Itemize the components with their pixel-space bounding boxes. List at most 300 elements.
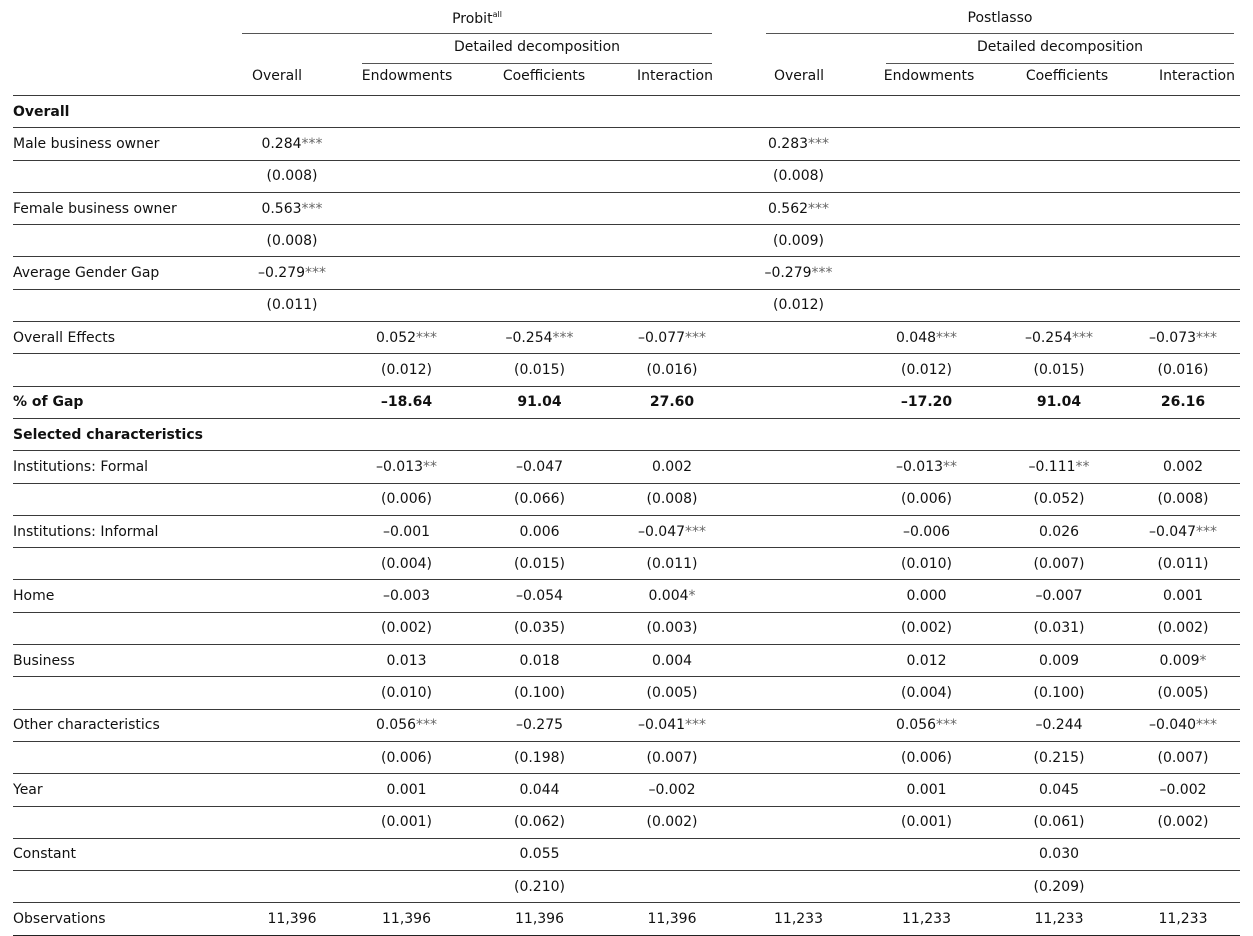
table-cell: (0.003) <box>608 612 736 644</box>
significance-stars: *** <box>685 717 707 734</box>
table-cell: –0.054 <box>471 580 608 612</box>
table-cell: 0.018 <box>471 645 608 677</box>
table-row <box>13 515 1240 547</box>
col-header-endowments-postlasso: Endowments <box>883 68 975 84</box>
table-header <box>0 0 1253 95</box>
table-cell <box>1126 289 1240 321</box>
table-cell <box>242 741 342 773</box>
cell-value: –0.013 <box>895 458 944 475</box>
significance-stars: * <box>688 588 696 605</box>
cell-value: 0.052 <box>375 329 417 346</box>
row-label: Home <box>13 580 242 612</box>
table-cell <box>736 483 861 515</box>
table-cell <box>342 257 471 289</box>
table-cell: –0.002 <box>608 774 736 806</box>
table-cell: (0.002) <box>1126 806 1240 838</box>
table-row <box>13 838 1240 870</box>
table-cell <box>471 289 608 321</box>
table-cell: (0.006) <box>861 741 992 773</box>
table-cell: –0.047 <box>471 451 608 483</box>
section-heading: Selected characteristics <box>13 418 242 450</box>
table-cell: 0.055 <box>471 838 608 870</box>
cell-value: 0.004 <box>648 588 689 605</box>
table-cell <box>608 160 736 192</box>
table-row-stderr <box>13 289 1240 321</box>
cell-value: 0.562 <box>767 200 809 217</box>
table-row <box>13 774 1240 806</box>
row-label <box>13 354 242 386</box>
table-cell <box>342 128 471 160</box>
detailed-decomposition-left: Detailed decomposition <box>453 39 621 55</box>
significance-stars: *** <box>685 523 707 540</box>
table-cell <box>471 257 608 289</box>
table-cell: (0.215) <box>992 741 1126 773</box>
table-cell <box>242 128 342 160</box>
table-cell: –0.001 <box>342 515 471 547</box>
table-cell: (0.008) <box>242 160 342 192</box>
table-cell <box>992 257 1126 289</box>
table-cell: –0.007 <box>992 580 1126 612</box>
cell-value: –0.111 <box>1028 458 1076 475</box>
table-cell: (0.100) <box>471 677 608 709</box>
row-label <box>13 612 242 644</box>
row-label: Institutions: Informal <box>13 515 242 547</box>
table-row-stderr <box>13 677 1240 709</box>
table-cell: (0.005) <box>608 677 736 709</box>
cell-value: 0.048 <box>895 329 937 346</box>
table-row-stderr <box>13 612 1240 644</box>
table-cell: 0.013 <box>342 645 471 677</box>
table-cell <box>242 580 342 612</box>
table-cell: (0.006) <box>342 483 471 515</box>
table-row-stderr <box>13 548 1240 580</box>
row-label: Institutions: Formal <box>13 451 242 483</box>
table-cell <box>242 257 342 289</box>
detailed-rule-left <box>362 63 712 64</box>
table-cell: 0.026 <box>992 515 1126 547</box>
table-cell <box>608 871 736 903</box>
significance-stars: *** <box>416 329 438 346</box>
table-row-stderr <box>13 354 1240 386</box>
row-label: Business <box>13 645 242 677</box>
table-cell <box>342 225 471 257</box>
col-header-coefficients-postlasso: Coefficients <box>1025 68 1109 84</box>
table-row <box>13 257 1240 289</box>
table-cell <box>1126 322 1240 354</box>
table-cell <box>861 871 992 903</box>
table-cell: 0.001 <box>1126 580 1240 612</box>
table-cell: 0.000 <box>861 580 992 612</box>
table-cell <box>242 515 342 547</box>
table-cell: (0.011) <box>1126 548 1240 580</box>
row-label <box>13 160 242 192</box>
row-label <box>13 806 242 838</box>
row-label: Female business owner <box>13 192 242 224</box>
table-cell <box>736 871 861 903</box>
cell-value: 0.283 <box>767 135 809 152</box>
row-label: Overall Effects <box>13 322 242 354</box>
table-cell: 11,233 <box>861 903 992 935</box>
table-cell <box>471 160 608 192</box>
table-cell: 11,233 <box>736 903 861 935</box>
table-cell: 0.002 <box>608 451 736 483</box>
row-label <box>13 548 242 580</box>
table-cell <box>242 418 342 450</box>
table-cell: (0.004) <box>861 677 992 709</box>
row-label: Constant <box>13 838 242 870</box>
table-cell <box>736 386 861 418</box>
table-cell <box>342 160 471 192</box>
table-cell: (0.011) <box>242 289 342 321</box>
table-cell: (0.007) <box>1126 741 1240 773</box>
table-cell <box>242 806 342 838</box>
table-cell <box>1126 192 1240 224</box>
table-cell <box>242 192 342 224</box>
table-cell: (0.002) <box>861 612 992 644</box>
table-cell: (0.001) <box>861 806 992 838</box>
table-row-stderr <box>13 225 1240 257</box>
table-cell <box>608 257 736 289</box>
table-cell: 0.030 <box>992 838 1126 870</box>
significance-stars: ** <box>1075 458 1090 475</box>
table-cell <box>1126 128 1240 160</box>
table-cell <box>736 548 861 580</box>
table-cell <box>861 709 992 741</box>
row-label <box>13 871 242 903</box>
row-label: Male business owner <box>13 128 242 160</box>
table-cell <box>342 709 471 741</box>
table-cell: (0.198) <box>471 741 608 773</box>
table-cell <box>861 322 992 354</box>
table-cell: 0.002 <box>1126 451 1240 483</box>
table-row <box>13 645 1240 677</box>
table-cell <box>342 871 471 903</box>
table-cell <box>861 418 992 450</box>
table-cell <box>1126 871 1240 903</box>
table-cell <box>992 322 1126 354</box>
table-cell <box>471 96 608 128</box>
cell-value: 0.009 <box>1159 652 1200 669</box>
row-label: Average Gender Gap <box>13 257 242 289</box>
table-cell <box>608 709 736 741</box>
table-cell <box>608 128 736 160</box>
table-cell <box>992 451 1126 483</box>
table-cell <box>992 128 1126 160</box>
table-cell: –0.275 <box>471 709 608 741</box>
table-cell <box>608 289 736 321</box>
table-cell: (0.006) <box>342 741 471 773</box>
probit-rule <box>242 33 712 34</box>
row-label: Observations <box>13 903 242 935</box>
table-cell <box>342 322 471 354</box>
table-cell <box>1126 418 1240 450</box>
table-cell <box>992 225 1126 257</box>
col-header-overall-probit: Overall <box>251 68 303 84</box>
table-cell: (0.009) <box>736 225 861 257</box>
cell-value: –0.254 <box>505 329 553 346</box>
table-cell <box>736 612 861 644</box>
table-cell <box>471 322 608 354</box>
table-cell: (0.011) <box>608 548 736 580</box>
significance-stars: *** <box>808 200 830 217</box>
table-row <box>13 451 1240 483</box>
table-cell: 0.001 <box>861 774 992 806</box>
table-cell <box>1126 515 1240 547</box>
table-cell <box>861 451 992 483</box>
table-cell <box>471 225 608 257</box>
table-cell <box>242 645 342 677</box>
table-cell: (0.016) <box>1126 354 1240 386</box>
table-cell: (0.006) <box>861 483 992 515</box>
table-cell: (0.002) <box>608 806 736 838</box>
table-cell <box>608 838 736 870</box>
table-cell: (0.062) <box>471 806 608 838</box>
table-cell <box>242 774 342 806</box>
table-cell: 0.004 <box>608 645 736 677</box>
table-cell <box>1126 96 1240 128</box>
table-cell: 11,233 <box>1126 903 1240 935</box>
group-header-postlasso: Postlasso <box>967 10 1033 26</box>
table-cell <box>736 515 861 547</box>
table-cell <box>342 192 471 224</box>
table-cell <box>992 192 1126 224</box>
detailed-decomposition-right: Detailed decomposition <box>976 39 1144 55</box>
table-cell <box>1126 645 1240 677</box>
cell-value: –0.041 <box>637 717 686 734</box>
table-cell <box>1126 225 1240 257</box>
significance-stars: *** <box>1196 523 1218 540</box>
table-cell <box>736 418 861 450</box>
row-label: Year <box>13 774 242 806</box>
significance-stars: *** <box>301 200 323 217</box>
table-cell <box>242 386 342 418</box>
table-cell <box>736 677 861 709</box>
table-cell <box>242 871 342 903</box>
table-row <box>13 418 1240 450</box>
results-table-body <box>13 96 1240 936</box>
table-row <box>13 322 1240 354</box>
table-cell: (0.012) <box>342 354 471 386</box>
table-cell <box>242 451 342 483</box>
table-row-stderr <box>13 160 1240 192</box>
significance-stars: ** <box>423 458 438 475</box>
table-cell <box>608 322 736 354</box>
table-cell: 0.006 <box>471 515 608 547</box>
table-cell: 0.001 <box>342 774 471 806</box>
table-cell <box>992 289 1126 321</box>
col-header-interaction-probit: Interaction <box>637 68 713 84</box>
table-cell <box>736 451 861 483</box>
table-cell <box>736 192 861 224</box>
detailed-rule-right <box>886 63 1234 64</box>
table-cell: (0.210) <box>471 871 608 903</box>
table-cell: 26.16 <box>1126 386 1240 418</box>
cell-value: –0.047 <box>1148 523 1197 540</box>
table-cell <box>992 160 1126 192</box>
cell-value: –0.279 <box>257 265 306 282</box>
table-row <box>13 580 1240 612</box>
cell-value: 0.563 <box>261 200 302 217</box>
table-row <box>13 709 1240 741</box>
col-header-coefficients-probit: Coefficients <box>502 68 586 84</box>
table-cell: (0.008) <box>242 225 342 257</box>
results-table <box>13 95 1240 936</box>
table-cell: (0.015) <box>471 354 608 386</box>
table-cell <box>1126 709 1240 741</box>
cell-value: 0.056 <box>375 717 417 734</box>
table-cell: –0.003 <box>342 580 471 612</box>
table-cell: (0.002) <box>342 612 471 644</box>
table-cell <box>736 838 861 870</box>
col-header-overall-postlasso: Overall <box>773 68 825 84</box>
table-cell <box>1126 257 1240 289</box>
table-cell: 0.012 <box>861 645 992 677</box>
table-cell: (0.010) <box>861 548 992 580</box>
col-header-interaction-postlasso: Interaction <box>1159 68 1235 84</box>
table-cell: 91.04 <box>471 386 608 418</box>
table-cell <box>861 838 992 870</box>
table-cell: (0.012) <box>736 289 861 321</box>
table-cell <box>992 418 1126 450</box>
table-cell <box>736 645 861 677</box>
table-cell: 11,233 <box>992 903 1126 935</box>
table-cell <box>342 289 471 321</box>
table-cell <box>736 354 861 386</box>
group-header-probit-text: Probit <box>452 11 493 27</box>
significance-stars: *** <box>305 265 327 282</box>
table-cell <box>242 548 342 580</box>
table-cell: (0.209) <box>992 871 1126 903</box>
table-row <box>13 128 1240 160</box>
table-cell <box>242 322 342 354</box>
table-cell <box>861 128 992 160</box>
table-cell <box>861 160 992 192</box>
significance-stars: *** <box>685 329 707 346</box>
table-cell: (0.012) <box>861 354 992 386</box>
table-cell <box>736 322 861 354</box>
table-cell: 27.60 <box>608 386 736 418</box>
table-cell <box>608 192 736 224</box>
cell-value: 0.284 <box>261 135 302 152</box>
table-cell <box>342 838 471 870</box>
table-cell: (0.015) <box>992 354 1126 386</box>
table-cell: (0.010) <box>342 677 471 709</box>
group-header-probit-superscript: all <box>492 10 502 19</box>
table-cell <box>242 709 342 741</box>
table-cell: (0.002) <box>1126 612 1240 644</box>
table-cell: (0.100) <box>992 677 1126 709</box>
significance-stars: *** <box>936 717 958 734</box>
table-cell: 11,396 <box>342 903 471 935</box>
table-cell <box>342 418 471 450</box>
cell-value: –0.073 <box>1148 329 1197 346</box>
table-cell <box>471 192 608 224</box>
table-cell <box>861 257 992 289</box>
table-cell <box>861 192 992 224</box>
significance-stars: *** <box>811 265 833 282</box>
table-cell: 11,396 <box>471 903 608 935</box>
table-cell <box>242 96 342 128</box>
table-cell: –17.20 <box>861 386 992 418</box>
significance-stars: *** <box>936 329 958 346</box>
table-cell <box>242 677 342 709</box>
table-cell <box>736 257 861 289</box>
row-label <box>13 225 242 257</box>
table-cell: (0.008) <box>736 160 861 192</box>
table-cell: (0.052) <box>992 483 1126 515</box>
row-label <box>13 741 242 773</box>
table-cell: –18.64 <box>342 386 471 418</box>
table-cell <box>736 774 861 806</box>
table-cell <box>608 418 736 450</box>
table-cell: –0.006 <box>861 515 992 547</box>
table-cell <box>861 289 992 321</box>
table-row-stderr <box>13 483 1240 515</box>
significance-stars: * <box>1199 652 1207 669</box>
table-cell <box>736 741 861 773</box>
row-label <box>13 483 242 515</box>
table-cell <box>342 451 471 483</box>
significance-stars: *** <box>416 717 438 734</box>
table-cell <box>608 580 736 612</box>
cell-value: –0.013 <box>375 458 424 475</box>
significance-stars: *** <box>1196 329 1218 346</box>
group-header-probit <box>242 10 712 27</box>
table-row-stderr <box>13 806 1240 838</box>
table-cell <box>1126 160 1240 192</box>
table-cell <box>736 709 861 741</box>
table-cell: (0.001) <box>342 806 471 838</box>
table-cell: 11,396 <box>242 903 342 935</box>
table-cell: (0.031) <box>992 612 1126 644</box>
table-cell <box>342 96 471 128</box>
table-row <box>13 903 1240 935</box>
table-row-stderr <box>13 871 1240 903</box>
table-cell: 0.009 <box>992 645 1126 677</box>
table-cell <box>242 612 342 644</box>
table-cell <box>861 96 992 128</box>
table-cell: 0.045 <box>992 774 1126 806</box>
significance-stars: ** <box>943 458 958 475</box>
table-cell <box>242 354 342 386</box>
row-label: % of Gap <box>13 386 242 418</box>
table-row <box>13 96 1240 128</box>
table-cell <box>736 580 861 612</box>
col-header-endowments-probit: Endowments <box>361 68 453 84</box>
cell-value: 0.056 <box>895 717 937 734</box>
table-cell <box>736 96 861 128</box>
cell-value: –0.047 <box>637 523 686 540</box>
table-cell: –0.244 <box>992 709 1126 741</box>
cell-value: –0.254 <box>1024 329 1073 346</box>
table-cell <box>736 806 861 838</box>
cell-value: –0.040 <box>1148 717 1197 734</box>
postlasso-rule <box>766 33 1234 34</box>
table-cell <box>608 515 736 547</box>
table-cell: (0.008) <box>1126 483 1240 515</box>
table-cell <box>242 483 342 515</box>
table-cell: (0.016) <box>608 354 736 386</box>
table-cell <box>736 128 861 160</box>
row-label <box>13 289 242 321</box>
table-cell: 91.04 <box>992 386 1126 418</box>
row-label: Other characteristics <box>13 709 242 741</box>
table-cell: (0.035) <box>471 612 608 644</box>
table-cell <box>861 225 992 257</box>
table-cell <box>242 838 342 870</box>
table-cell: –0.002 <box>1126 774 1240 806</box>
row-label <box>13 677 242 709</box>
